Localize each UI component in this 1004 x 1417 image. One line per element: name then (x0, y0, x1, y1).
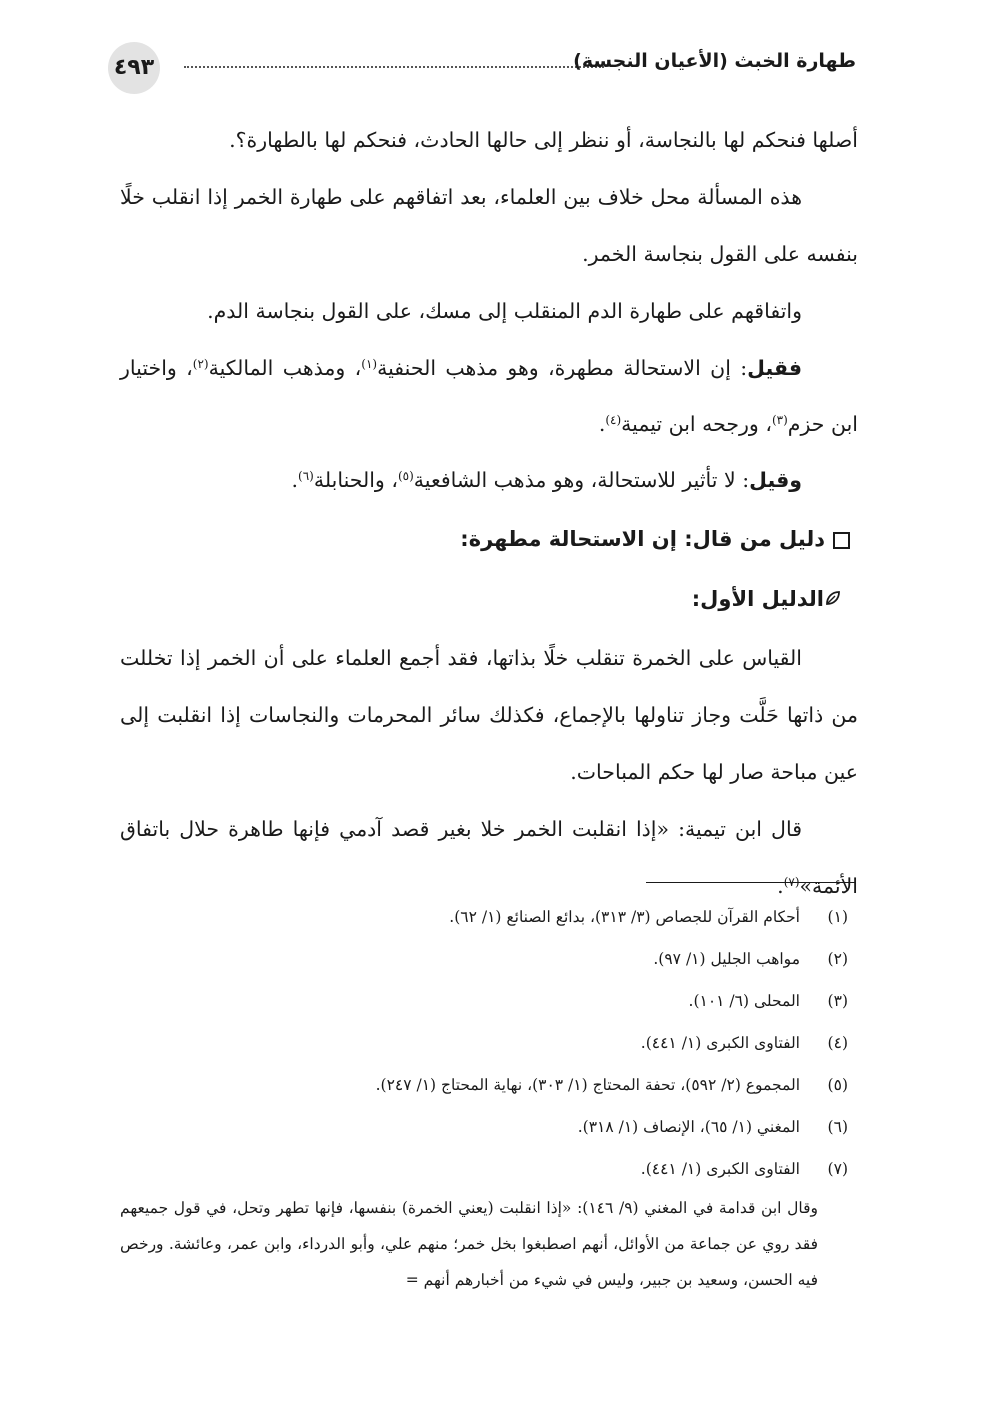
footnote-ref-6[interactable]: (٦) (298, 469, 314, 483)
footnote-text: الفتاوى الكبرى (١/ ٤٤١). (640, 1034, 800, 1052)
paragraph-5-lead: وقيل (749, 468, 802, 492)
footnote-number: (٢) (827, 950, 848, 968)
footnote-ref-1[interactable]: (١) (361, 357, 378, 371)
footnote-ref-3[interactable]: (٣) (771, 413, 788, 427)
leaf-ornament-icon (832, 570, 850, 630)
footnote-item (120, 1106, 858, 1148)
footnote-item (120, 980, 858, 1022)
paragraph-7-end: . (777, 874, 784, 898)
page-header (108, 40, 856, 112)
footnote-number: (٦) (827, 1118, 848, 1136)
paragraph-5-text-a: : لا تأثير للاستحالة، وهو مذهب الشافعية (413, 468, 750, 492)
footnote-text: المغني (١/ ٦٥)، الإنصاف (١/ ٣١٨). (577, 1118, 800, 1136)
footnote-ref-5[interactable]: (٥) (397, 469, 414, 483)
footnote-number: (١) (827, 908, 848, 926)
footnote-item (120, 1148, 858, 1190)
section-heading (120, 509, 858, 569)
paragraph-7-quote: قال ابن تيمية: «إذا انقلبت الخمر خلا بغير قصد آدمي فإنها طاهرة حلال باتفاق الأئمة» (120, 817, 858, 898)
paragraph-6: القياس على الخمرة تنقلب خلًا بذاتها، فقد أجمع العلماء على أن الخمر إذا تخللت من ذاتها حَلَّت وجاز تناولها بالإجماع، فكذلك سائر المحرمات والنجاسات إذا انقلبت إلى عين مباحة صار لها حكم المباحات. (120, 646, 858, 784)
footnote-number: (٤) (827, 1034, 848, 1052)
paragraph-4-lead: فقيل (747, 356, 802, 380)
footnote-number: (٧) (827, 1160, 848, 1178)
footnote-number: (٥) (827, 1076, 848, 1094)
footnote-separator (646, 882, 856, 883)
footnote-text: مواهب الجليل (١/ ٩٧). (653, 950, 800, 968)
paragraph-5-text-c: . (291, 468, 299, 492)
paragraph-4-text-d: ، ورجحه ابن تيمية (621, 412, 772, 436)
subsection-heading-text: الدليل الأول: (691, 587, 824, 611)
footnote-item (120, 1064, 858, 1106)
paragraph-2: هذه المسألة محل خلاف بين العلماء، بعد اتفاقهم على طهارة الخمر إذا انقلب خلًا بنفسه على القول بنجاسة الخمر. (120, 185, 858, 266)
footnote-item (120, 938, 858, 980)
header-dotted-leader (184, 66, 604, 68)
footnote-number: (٣) (827, 992, 848, 1010)
paragraph-4-text-c: ، واختيار ابن حزم (120, 356, 858, 436)
footnote-text: المحلى (٦/ ١٠١). (688, 992, 800, 1010)
footnotes (120, 896, 858, 1298)
footnote-item (120, 896, 858, 938)
section-heading-text: دليل من قال: إن الاستحالة مطهرة: (460, 527, 825, 551)
paragraph-5 (120, 452, 858, 509)
checkbox-square-icon (833, 532, 850, 549)
running-title: طهارة الخبث (الأعيان النجسة) (573, 50, 856, 72)
footnote-ref-2[interactable]: (٢) (192, 357, 209, 371)
footnote-continuation: وقال ابن قدامة في المغني (٩/ ١٤٦): «إذا انقلبت (يعني الخمرة) بنفسها، فإنها تطهر وتحل، في قول جميعهم فقد روي عن جماعة من الأوائل، أنهم اصطبغوا بخل خمر؛ منهم علي، وأبو الدرداء، وابن عمر، وعائشة. ورخص فيه الحسن، وسعيد بن جبير، وليس في شيء من أخبارهم أنهم = (120, 1199, 818, 1289)
footnote-ref-7[interactable]: (٧) (783, 875, 800, 889)
subsection-heading (120, 569, 858, 630)
footnote-text: أحكام القرآن للجصاص (٣/ ٣١٣)، بدائع الصنائع (١/ ٦٢). (449, 908, 800, 926)
footnote-item (120, 1022, 858, 1064)
main-text (120, 112, 858, 915)
paragraph-5-text-b: ، والحنابلة (313, 468, 398, 492)
paragraph-1: أصلها فنحكم لها بالنجاسة، أو ننظر إلى حالها الحادث، فنحكم لها بالطهارة؟. (229, 128, 858, 152)
page-number-badge: ٤٩٣ (108, 42, 160, 94)
paragraph-4-text-a: : إن الاستحالة مطهرة، وهو مذهب الحنفية (377, 356, 748, 380)
paragraph-4-text-b: ، ومذهب المالكية (208, 356, 362, 380)
paragraph-4 (120, 340, 858, 452)
footnote-text: المجموع (٢/ ٥٩٢)، تحفة المحتاج (١/ ٣٠٣)، نهاية المحتاج (١/ ٢٤٧). (375, 1076, 800, 1094)
footnote-text: الفتاوى الكبرى (١/ ٤٤١). (640, 1160, 800, 1178)
paragraph-4-text-e: . (598, 412, 606, 436)
paragraph-3: واتفاقهم على طهارة الدم المنقلب إلى مسك، على القول بنجاسة الدم. (207, 299, 802, 323)
footnote-ref-4[interactable]: (٤) (605, 413, 622, 427)
